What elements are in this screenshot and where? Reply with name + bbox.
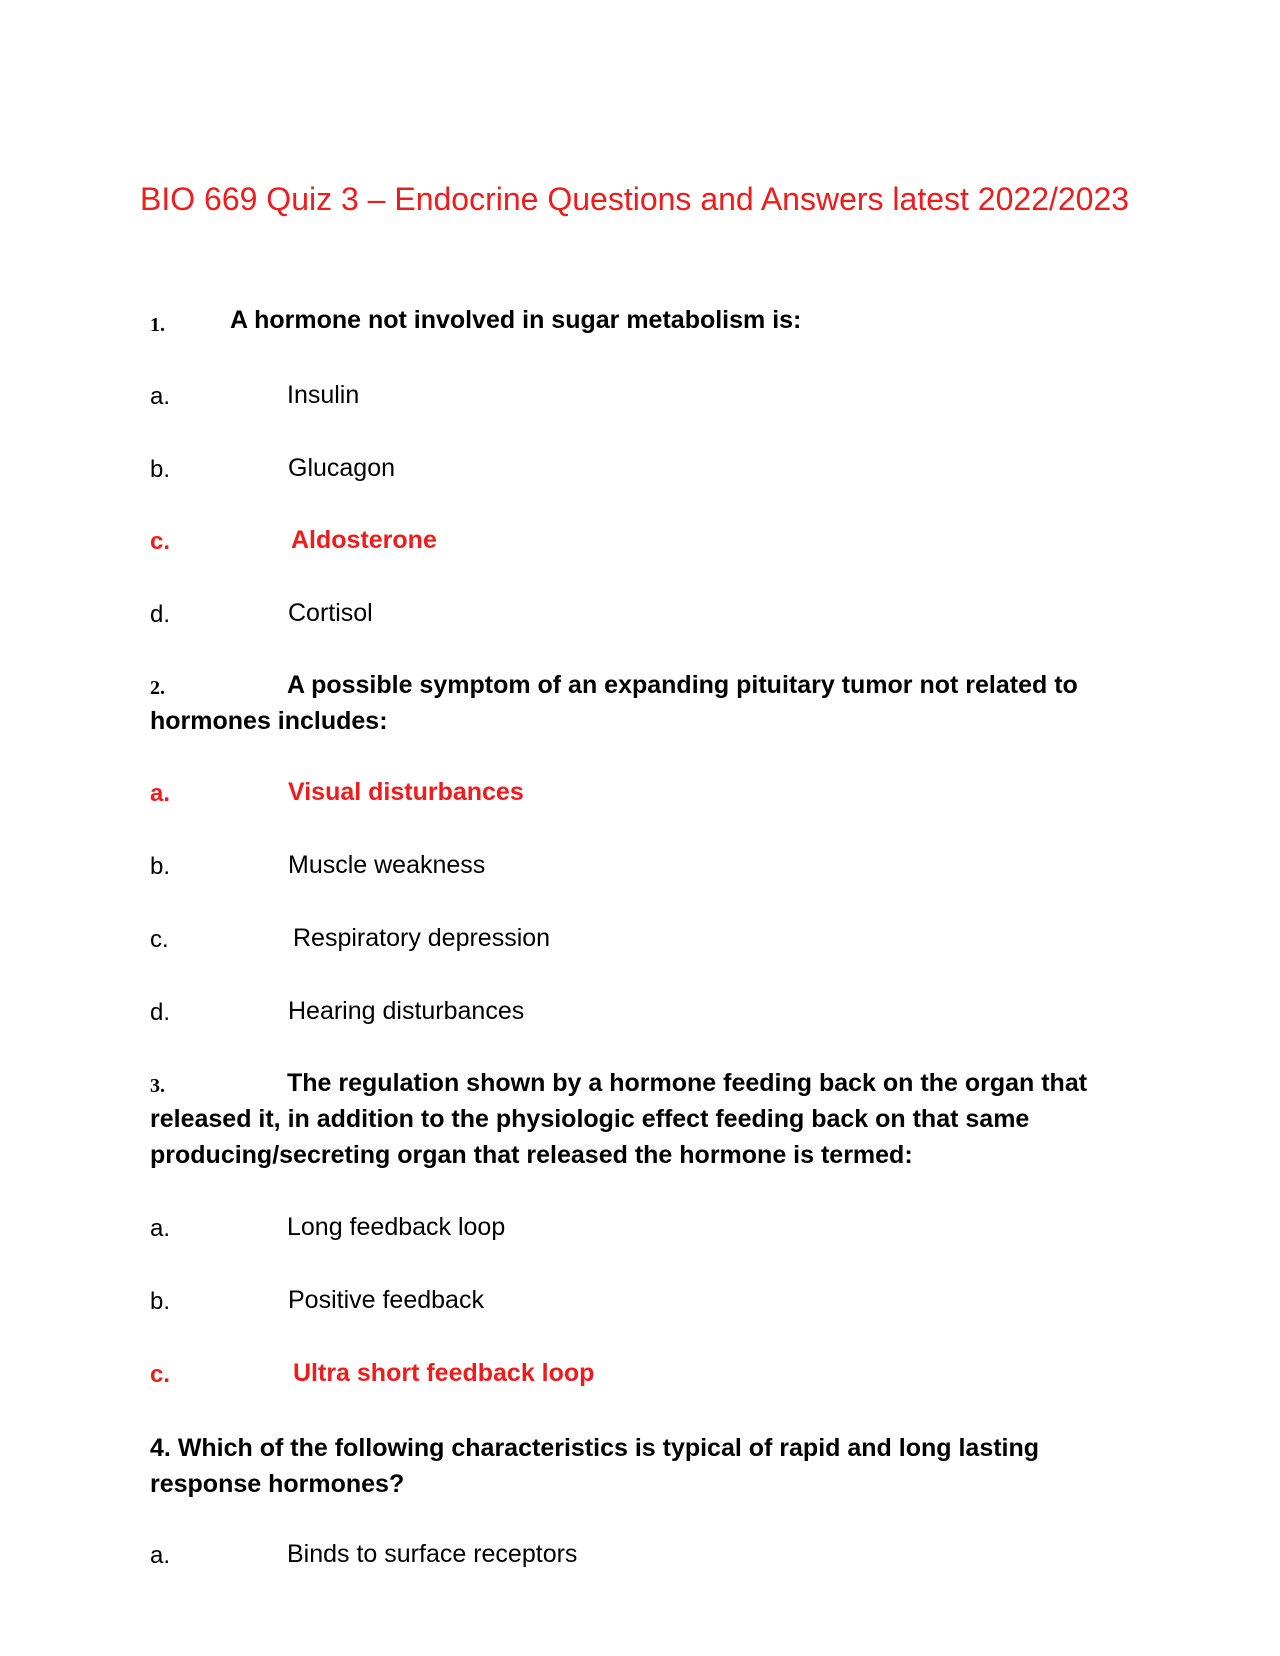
question-number: 3. (150, 1075, 165, 1097)
question-text: The regulation shown by a hormone feeding back on the organ that released it, in addition to the physiologic effect feeding back on that same producing/secreting organ that released the hormone is termed: (150, 1069, 1088, 1169)
document-title: BIO 669 Quiz 3 – Endocrine Questions and Answers latest 2022/2023 (140, 181, 1130, 217)
question-text: A hormone not involved in sugar metabolism is: (230, 306, 802, 334)
option-text: Cortisol (288, 599, 373, 627)
question-number: 1. (150, 314, 165, 336)
question-number: 2. (150, 677, 165, 699)
question-text: A possible symptom of an expanding pituitary tumor not related to hormones includes: (150, 671, 1078, 735)
option-letter: b. (150, 853, 171, 880)
option-letter: a. (150, 383, 171, 410)
option-text: Insulin (287, 381, 360, 409)
question-block (150, 1430, 1090, 1502)
option-letter: b. (150, 456, 171, 483)
option-text: Positive feedback (288, 1286, 484, 1314)
option-text-correct: Ultra short feedback loop (293, 1359, 595, 1387)
option-letter: d. (150, 999, 171, 1026)
option-letter: b. (150, 1288, 171, 1315)
option-text: Binds to surface receptors (287, 1540, 578, 1568)
option-letter: d. (150, 601, 171, 628)
option-letter-correct: a. (150, 780, 171, 807)
question-text: Which of the following characteristics is typical of rapid and long lasting response hormones? (150, 1434, 1040, 1498)
option-letter: c. (150, 926, 169, 953)
option-letter-correct: c. (150, 1361, 171, 1388)
option-letter: a. (150, 1215, 171, 1242)
option-text-correct: Visual disturbances (288, 778, 524, 806)
option-text: Long feedback loop (287, 1213, 506, 1241)
option-letter: a. (150, 1542, 171, 1569)
option-text: Hearing disturbances (288, 997, 525, 1025)
option-letter-correct: c. (150, 528, 171, 555)
question-number: 4. (150, 1434, 171, 1462)
option-text: Glucagon (288, 454, 396, 482)
option-text: Muscle weakness (288, 851, 486, 879)
option-text-correct: Aldosterone (291, 526, 437, 554)
option-text: Respiratory depression (293, 924, 551, 952)
